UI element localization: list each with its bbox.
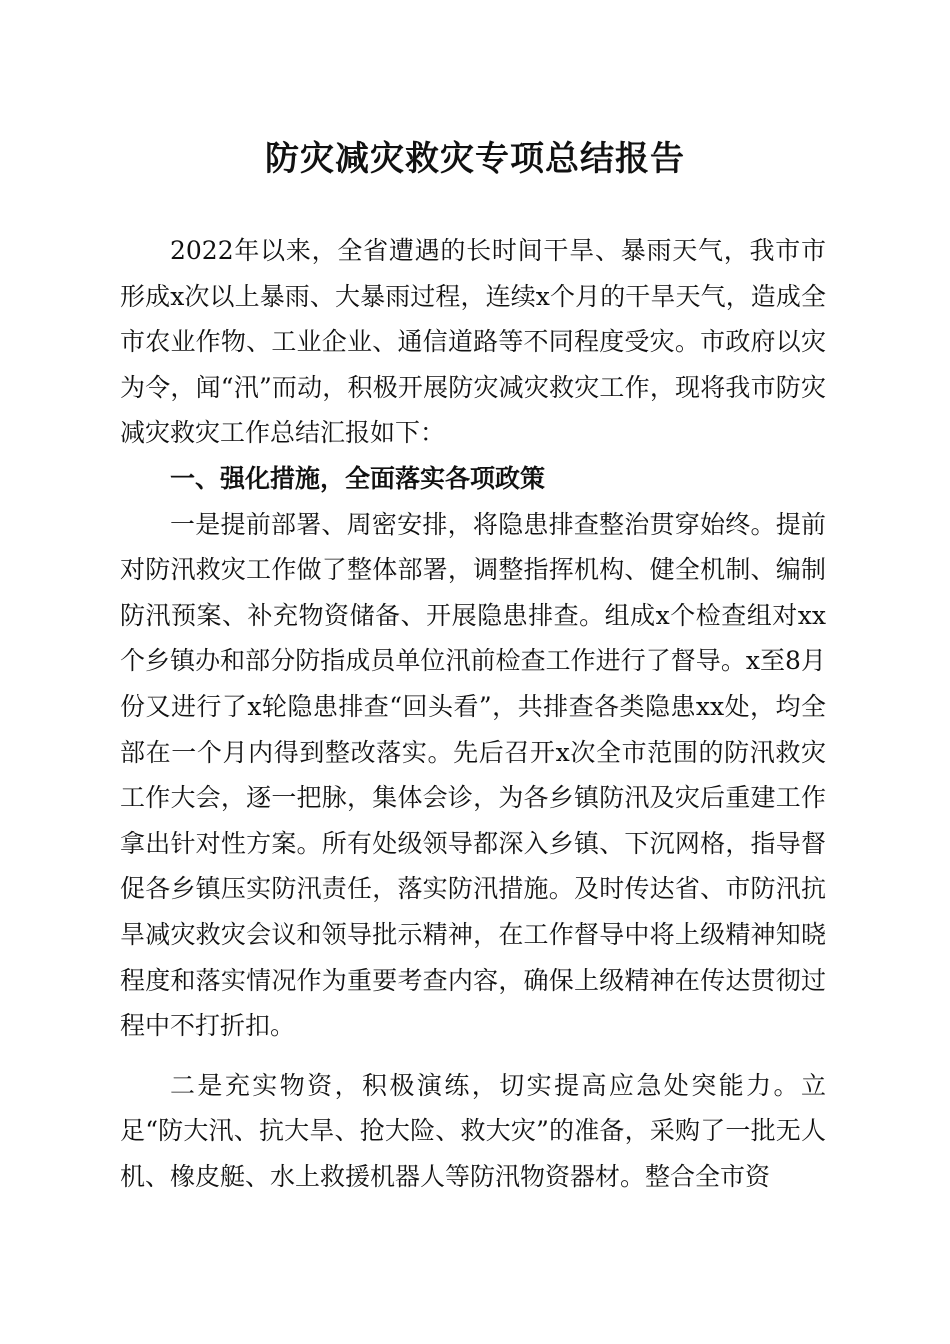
document-body [120, 228, 826, 1199]
paragraph-2 [120, 1063, 826, 1200]
paragraph-1 [120, 502, 826, 1049]
paragraph-2-body: 立足“防大汛、抗大旱、抢大险、救大灾”的准备，采购了一批无人机、橡皮艇、水上救援机器人等防汛物资器材。整合全市资 [120, 1070, 826, 1191]
paragraph-gap [120, 1049, 826, 1063]
paragraph-1-lead: 一是提前部署、周密安排，将隐患排查整治贯穿始终。 [170, 509, 776, 539]
section-heading-1: 一、强化措施，全面落实各项政策 [170, 463, 546, 493]
intro-paragraph: 2022年以来，全省遭遇的长时间干旱、暴雨天气，我市市形成x次以上暴雨、大暴雨过程，连续x个月的干旱天气，造成全市农业作物、工业企业、通信道路等不同程度受灾。市政府以灾为令，闻“汛”而动，积极开展防灾减灾救灾工作，现将我市防灾减灾救灾工作总结汇报如下： [120, 236, 826, 448]
paragraph-1-body: 提前对防汛救灾工作做了整体部署，调整指挥机构、健全机制、编制防汛预案、补充物资储备、开展隐患排查。组成x个检查组对xx个乡镇办和部分防指成员单位汛前检查工作进行了督导。x至8月份又进行了x轮隐患排查“回头看”，共排查各类隐患xx处，均全部在一个月内得到整改落实。先后召开x次全市范围的防汛救灾工作大会，逐一把脉，集体会诊，为各乡镇防汛及灾后重建工作拿出针对性方案。所有处级领导都深入乡镇、下沉网格，指导督促各乡镇压实防汛责任，落实防汛措施。及时传达省、市防汛抗旱减灾救灾会议和领导批示精神，在工作督导中将上级精神知晓程度和落实情况作为重要考查内容，确保上级精神在传达贯彻过程中不打折扣。 [120, 509, 826, 1041]
paragraph-2-lead: 二是充实物资，积极演练，切实提高应急处突能力。 [170, 1070, 801, 1100]
document-title: 防灾减灾救灾专项总结报告 [265, 139, 685, 179]
